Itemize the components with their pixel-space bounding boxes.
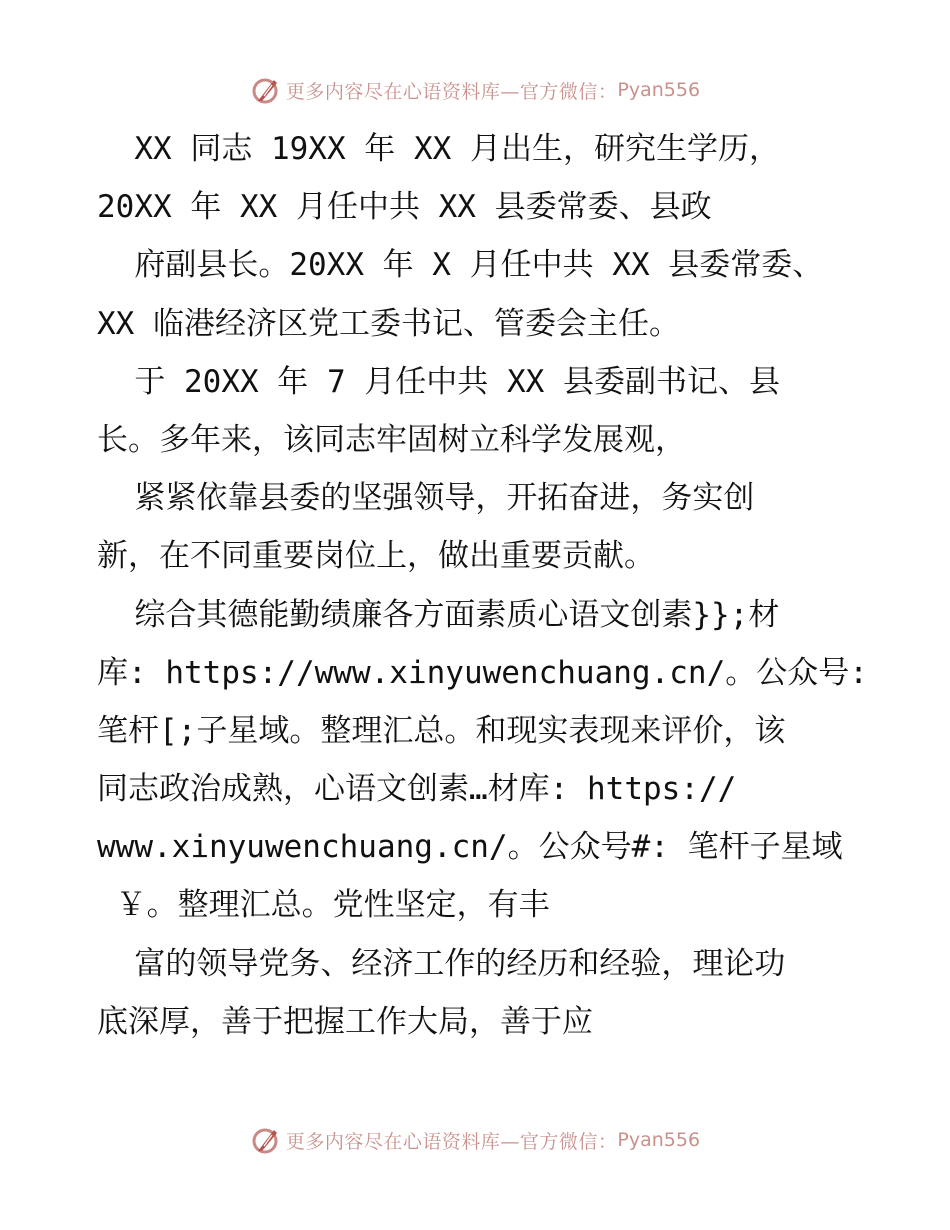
body-line: 底深厚，善于把握工作大局，善于应	[97, 1003, 593, 1040]
body-line: 同志政治成熟，心语文创素…材库: https://	[97, 771, 737, 808]
feather-circle-logo-icon	[250, 74, 282, 106]
body-line: 20XX 年 XX 月任中共 XX 县委常委、县政	[97, 189, 712, 226]
body-line: 于 20XX 年 7 月任中共 XX 县委副书记、县	[97, 363, 780, 400]
body-line: 笔杆[;子星域。整理汇总。和现实表现来评价，该	[97, 712, 786, 749]
body-line: XX 同志 19XX 年 XX 月出生，研究生学历，	[97, 131, 780, 167]
header-banner-text: 更多内容尽在心语资料库—官方微信：	[285, 80, 618, 103]
header-banner	[0, 70, 950, 110]
body-line: 长。多年来，该同志牢固树立科学发展观，	[97, 421, 686, 458]
body-line: 库: https://www.xinyuwenchuang.cn/。公众号:	[97, 654, 868, 691]
body-line: 新，在不同重要岗位上，做出重要贡献。	[97, 538, 655, 575]
body-line: 综合其德能勤绩廉各方面素质心语文创素}};材	[97, 596, 780, 633]
header-wechat-handle: Pyan556	[617, 79, 701, 101]
footer-banner-text: 更多内容尽在心语资料库—官方微信：	[285, 1130, 618, 1153]
feather-circle-logo-icon	[250, 1124, 282, 1156]
body-line: XX 临港经济区党工委书记、管委会主任。	[97, 305, 680, 342]
body-line: 府副县长。20XX 年 X 月任中共 XX 县委常委、	[97, 247, 824, 284]
footer-banner	[0, 1120, 950, 1160]
body-line: ￥。整理汇总。党性坚定，有丰	[97, 887, 550, 924]
body-line: 紧紧依靠县委的坚强领导，开拓奋进，务实创	[97, 480, 755, 517]
footer-wechat-handle: Pyan556	[617, 1129, 701, 1151]
document-body	[97, 120, 877, 1051]
body-line: www.xinyuwenchuang.cn/。公众号#: 笔杆子星域	[97, 829, 843, 866]
body-line: 富的领导党务、经济工作的经历和经验，理论功	[97, 945, 786, 982]
